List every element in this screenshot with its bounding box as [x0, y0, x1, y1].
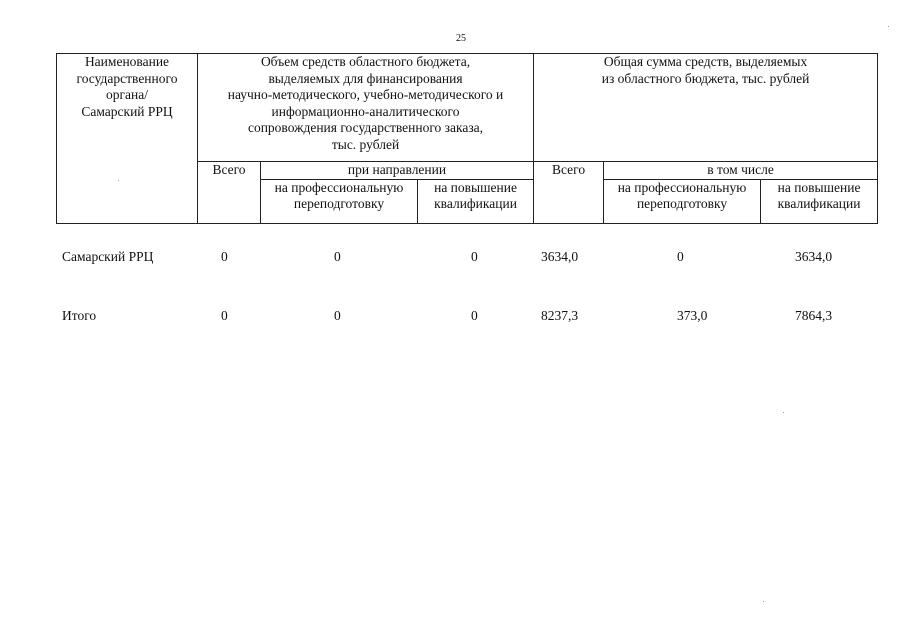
header-total-cell [534, 54, 878, 162]
row-value: 373,0 [677, 308, 708, 323]
scan-speck [783, 412, 784, 413]
row-name: Итого [62, 308, 97, 323]
row-name: Самарский РРЦ [62, 249, 154, 264]
row-value: 3634,0 [795, 249, 833, 264]
header-total-line: из областного бюджета, тыс. рублей [601, 70, 810, 86]
header-qual-2 [761, 179, 878, 223]
header-volume-line: выделяемых для финансирования [268, 70, 463, 86]
row-value: 0 [471, 308, 478, 323]
header-qual-1-line: на повышение [434, 179, 517, 195]
scan-speck [763, 601, 764, 602]
table-row-itogo [56, 307, 877, 325]
header-name-cell [57, 54, 198, 224]
header-name-line: Наименование [84, 54, 170, 69]
row-value: 0 [677, 249, 684, 264]
row-value: 0 [221, 249, 228, 264]
header-prof-1-line: на профессиональную [274, 179, 404, 195]
header-prof-1 [261, 179, 418, 223]
header-name-line: государственного [76, 70, 178, 86]
header-volume-cell [198, 54, 534, 162]
row-value: 0 [334, 308, 341, 323]
header-prof-1-line: переподготовку [293, 196, 385, 211]
scan-speck [888, 26, 889, 27]
row-value: 3634,0 [541, 249, 579, 264]
header-qual-1 [418, 179, 534, 223]
row-value: 0 [221, 308, 228, 323]
header-qual-2-line: на повышение [777, 179, 861, 195]
header-name-line: Самарский РРЦ [81, 103, 173, 119]
header-vsego-2: Всего [534, 162, 604, 224]
row-value: 7864,3 [795, 308, 833, 323]
header-qual-1-line: квалификации [434, 196, 517, 211]
header-name-line: органа/ [106, 87, 148, 102]
table-row-samarsky [56, 248, 877, 266]
scan-speck [118, 180, 119, 181]
header-volume-line: тыс. рублей [331, 136, 400, 152]
header-volume-line: Объем средств областного бюджета, [260, 54, 471, 69]
page-number: 25 [456, 33, 466, 44]
header-table [56, 53, 878, 224]
header-total-line: Общая сумма средств, выделяемых [603, 54, 808, 69]
row-value: 0 [471, 249, 478, 264]
header-qual-2-line: квалификации [777, 196, 861, 211]
row-value: 0 [334, 249, 341, 264]
header-vsego-1: Всего [198, 162, 261, 224]
header-prof-2-line: переподготовку [636, 196, 728, 211]
header-v-tom-chisle: в том числе [604, 162, 878, 180]
header-volume-line: информационно-аналитического [271, 103, 460, 119]
header-pri-napravlenii: при направлении [261, 162, 534, 180]
header-prof-2-line: на профессиональную [617, 179, 747, 195]
header-prof-2 [604, 179, 761, 223]
header-volume-line: сопровождения государственного заказа, [247, 120, 484, 135]
row-value: 8237,3 [541, 308, 579, 323]
header-volume-line: научно-методического, учебно-методического и [227, 87, 504, 102]
